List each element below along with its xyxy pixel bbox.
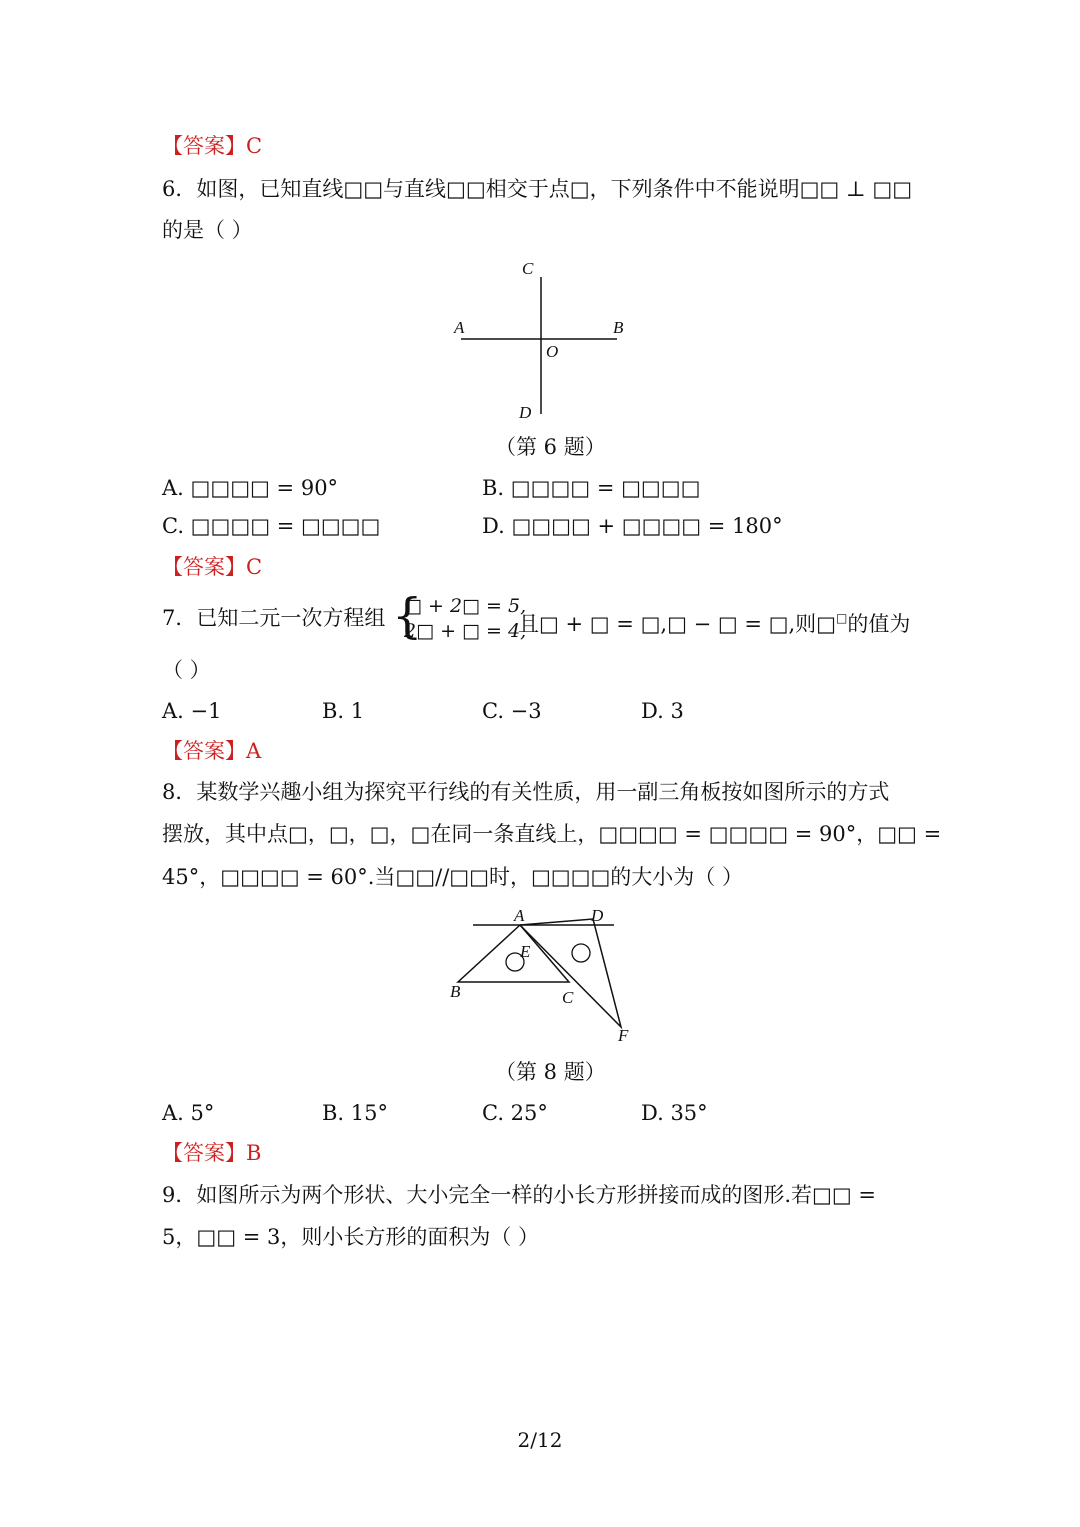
answer-value: A — [246, 739, 262, 763]
answer-line — [162, 1139, 261, 1167]
answer-value: C — [246, 134, 263, 158]
label-a: A — [454, 318, 465, 337]
question-7-option-a: A. −1 — [162, 699, 222, 723]
question-8-stem-line-2: 摆放，其中点□，□，□，□在同一条直线上，□□□□ = □□□□ = 90°，□□ = — [162, 822, 942, 846]
question-9-stem-line-2: 5，□□ = 3，则小长方形的面积为（ ） — [162, 1225, 540, 1249]
question-7-stem-prefix: 7．已知二元一次方程组 — [162, 606, 386, 630]
question-8-caption: （第 8 题） — [495, 1060, 606, 1084]
label-c: C — [522, 259, 534, 278]
label-a: A — [514, 906, 525, 925]
answer-line — [162, 553, 262, 581]
question-8-figure — [440, 900, 650, 1050]
question-6-figure — [440, 250, 640, 425]
question-6-caption: （第 6 题） — [495, 435, 606, 459]
hole-circle-right — [572, 944, 590, 962]
question-7-option-d: D. 3 — [641, 699, 684, 723]
question-7-option-b: B. 1 — [322, 699, 365, 723]
question-6-stem-line-2: 的是（ ） — [162, 218, 253, 242]
equation-1: □ + 2□ = 5, — [404, 595, 527, 617]
page-number: 2/12 — [517, 1428, 563, 1452]
answer-label: 【答案】 — [162, 134, 246, 158]
label-o: O — [546, 342, 559, 361]
question-6-option-b: B. □□□□ = □□□□ — [482, 476, 701, 500]
question-6-option-d: D. □□□□ + □□□□ = 180° — [482, 514, 783, 538]
question-6-option-c: C. □□□□ = □□□□ — [162, 514, 381, 538]
label-b: B — [613, 318, 624, 337]
label-d: D — [591, 906, 604, 925]
label-e: E — [520, 942, 531, 961]
question-8-stem-line-1: 8．某数学兴趣小组为探究平行线的有关性质，用一副三角板按如图所示的方式 — [162, 780, 890, 804]
question-7-exponent: □ — [836, 611, 848, 625]
question-8-stem-line-3: 45°，□□□□ = 60°.当□□//□□时，□□□□的大小为（ ） — [162, 865, 743, 889]
answer-value: C — [246, 555, 263, 579]
answer-value: B — [246, 1141, 262, 1165]
equation-brace: { — [392, 588, 423, 644]
answer-label: 【答案】 — [162, 555, 246, 579]
question-8-option-c: C. 25° — [482, 1101, 548, 1125]
answer-line — [162, 737, 261, 765]
question-8-option-a: A. 5° — [162, 1101, 215, 1125]
label-f: F — [618, 1026, 629, 1045]
label-b: B — [450, 982, 461, 1001]
question-9-stem-line-1: 9．如图所示为两个形状、大小完全一样的小长方形拼接而成的图形.若□□ = — [162, 1183, 876, 1207]
question-8-option-d: D. 35° — [641, 1101, 708, 1125]
answer-label: 【答案】 — [162, 1141, 246, 1165]
question-7-ending: 的值为 — [847, 612, 911, 636]
label-c: C — [562, 988, 574, 1007]
triangle-adf — [520, 919, 621, 1027]
question-7-stem-line-2: （ ） — [162, 658, 211, 682]
question-7-option-c: C. −3 — [482, 699, 542, 723]
question-6-stem-line-1: 6．如图，已知直线□□与直线□□相交于点□，下列条件中不能说明□□ ⊥ □□ — [162, 177, 913, 201]
answer-line — [162, 132, 262, 160]
question-7-stem-suffix — [518, 604, 910, 638]
equation-2: 2□ + □ = 4, — [404, 620, 527, 642]
answer-label: 【答案】 — [162, 739, 246, 763]
question-7-condition: 且□ + □ = □,□ − □ = □,则□ — [518, 612, 837, 636]
question-8-option-b: B. 15° — [322, 1101, 389, 1125]
question-6-option-a: A. □□□□ = 90° — [162, 476, 339, 500]
label-d: D — [519, 403, 532, 422]
